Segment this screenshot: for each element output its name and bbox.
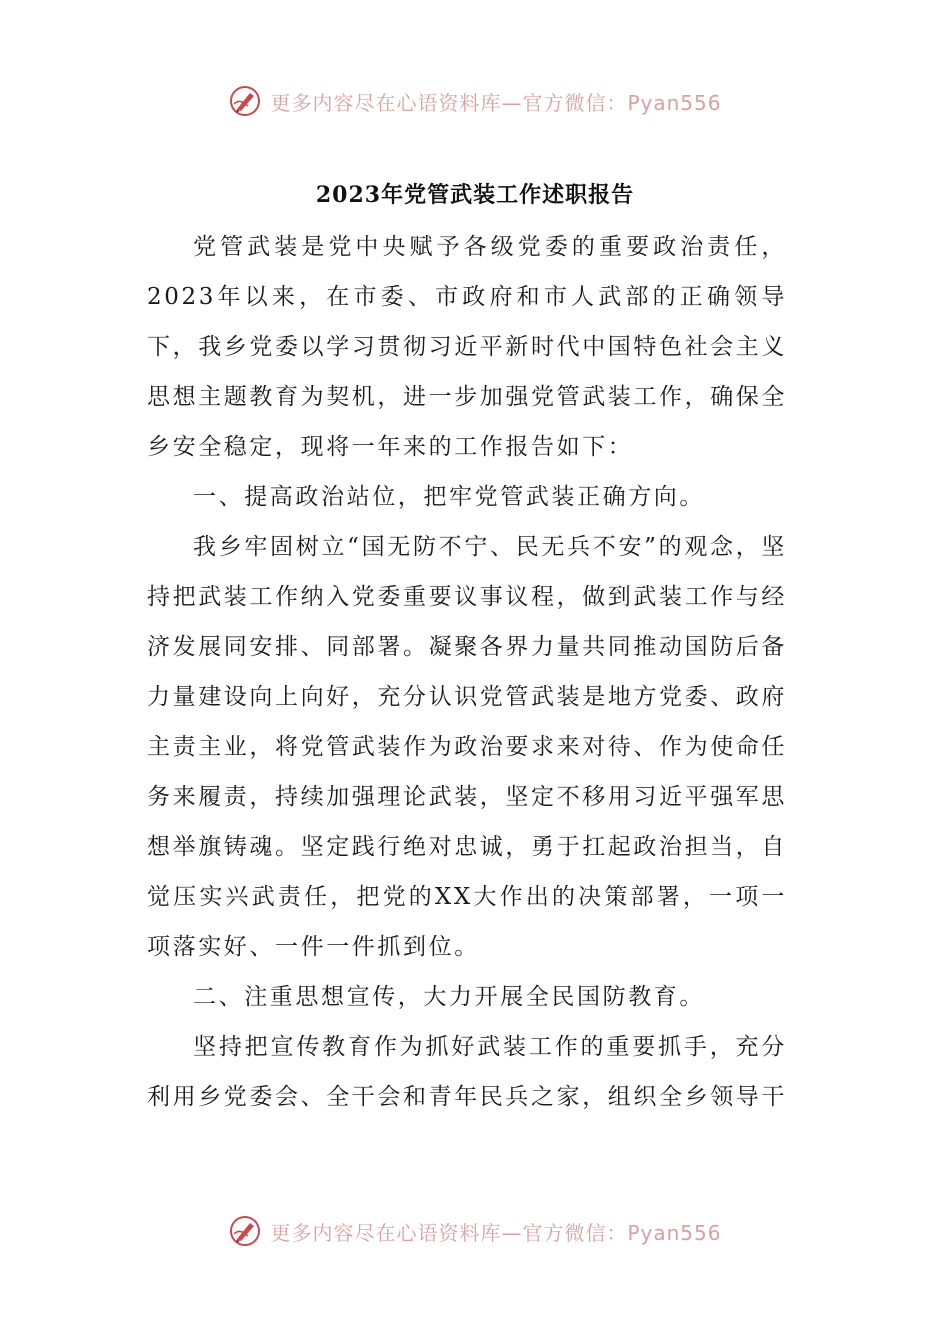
document-body — [147, 222, 787, 1122]
watermark-footer — [0, 1207, 950, 1255]
paragraph-section-2: 坚持把宣传教育作为抓好武装工作的重要抓手，充分利用乡党委会、全干会和青年民兵之家，组织全乡领导干 — [147, 1034, 787, 1110]
document-title: 2023年党管武装工作述职报告 — [315, 182, 635, 208]
section-heading-1: 一、提高政治站位，把牢党管武装正确方向。 — [193, 484, 705, 510]
section-heading-2: 二、注重思想宣传，大力开展全民国防教育。 — [193, 984, 705, 1010]
watermark-header — [0, 77, 950, 125]
paragraph-section-1: 我乡牢固树立“国无防不宁、民无兵不安”的观念，坚持把武装工作纳入党委重要议事议程，做到武装工作与经济发展同安排、同部署。凝聚各界力量共同推动国防后备力量建设向上向好，充分认识党管武装是地方党委、政府主责主业，将党管武装作为政治要求来对待、作为使命任务来履责，持续加强理论武装，坚定不移用习近平强军思想举旗铸魂。坚定践行绝对忠诚，勇于扛起政治担当，自觉压实兴武责任，把党的XX大作出的决策部署，一项一项落实好、一件一件抓到位。 — [147, 534, 787, 960]
pen-seal-icon — [228, 1214, 262, 1248]
watermark-text: 更多内容尽在心语资料库—官方微信：Pyan556 — [270, 1220, 722, 1245]
pen-seal-icon — [228, 84, 262, 118]
watermark-text: 更多内容尽在心语资料库—官方微信：Pyan556 — [270, 90, 722, 115]
paragraph-intro: 党管武装是党中央赋予各级党委的重要政治责任，2023年以来，在市委、市政府和市人武部的正确领导下，我乡党委以学习贯彻习近平新时代中国特色社会主义思想主题教育为契机，进一步加强党管武装工作，确保全乡安全稳定，现将一年来的工作报告如下： — [147, 234, 787, 460]
